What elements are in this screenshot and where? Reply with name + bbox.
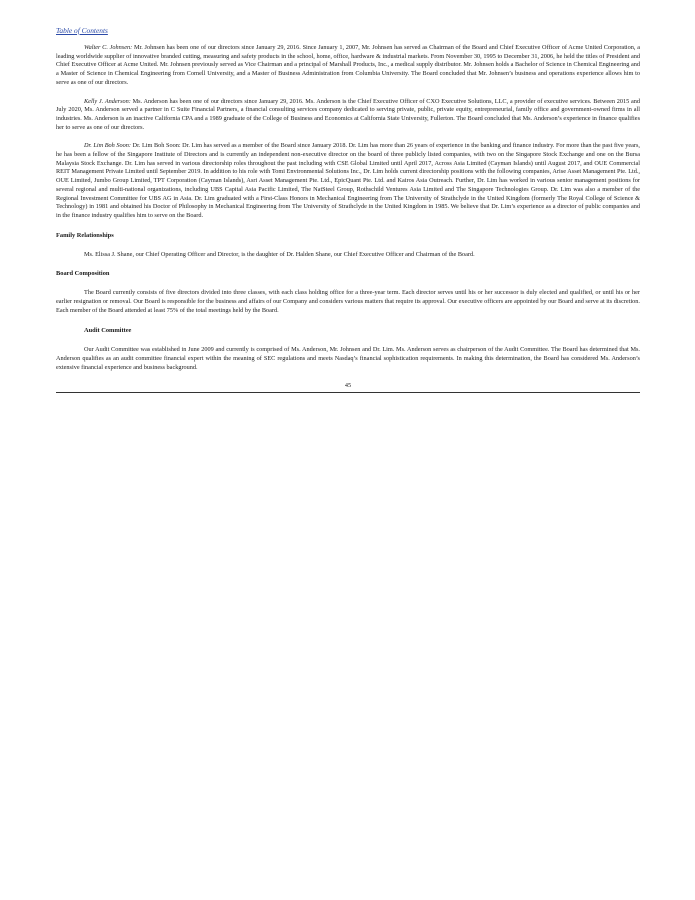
table-of-contents-link[interactable]: Table of Contents (56, 26, 108, 35)
director-bio-text: Dr. Lim Boh Soon: Dr. Lim has served as a member of the Board since January 2018. Dr. Lim has more than 26 years of experience in the banking and finance industry. For more than the past five years, he has been a fellow of the Singapore Institute of Directors and is currently an independent non-executive director on the board of three publicly listed companies, with two on the Singapore Stock Exchange and one on the Bursa Malaysia Stock Exchange. Dr. Lim has served in various directorship roles throughout the past including with CSE Global Limited until April 2017, Across Asia Limited (Cayman Islands) until August 2017, and OUE Commercial REIT Management Private Limited until September 2019. In addition to his role with Tomi Environmental Solutions Inc., Dr. Lim holds current directorship positions with the following companies, Arise Asset Management Pte. Ltd., OUE Limited, Jumbo Group Limited, TPT Corporation (Cayman Islands), Asri Asset Management Pte. Ltd., EpicQuant Pte. Ltd. and Kairos Asia Outreach. Further, Dr. Lim has worked in various senior management positions for several regional and multi-national organizations, including UBS Capital Asia Pacific Limited, The NatSteel Group, Rothschild Ventures Asia Limited and The Singapore Technologies Group. Dr. Lim was also a member of the Regional Investment Committee for UBS AG in Asia. Dr. Lim graduated with a First-Class Honors in Mechanical Engineering from The University of Strathclyde in the United Kingdom (formerly The Royal College of Science & Technology) in 1981 and obtained his Doctor of Philosophy in Mechanical Engineering from The University of Strathclyde in the United Kingdom in 1985. We believe that Dr. Lim’s experience as a director of public companies and in the finance industry qualifies him to serve on the Board. (56, 142, 640, 219)
director-bio-text: Ms. Anderson has been one of our directors since January 29, 2016. Ms. Anderson is the Chief Executive Officer of CXO Executive Solutions, LLC, a provider of executive services. Between 2015 and July 2020, Ms. Anderson served a partner in C Suite Financial Partners, a financial consulting services company dedicated to serving private, public, private equity, entrepreneurial, family office and government-owned firms in all industries. Ms. Anderson is an inactive California CPA and a 1989 graduate of the College of Business and Economics at California State University, Fullerton. The Board concluded that Ms. Anderson’s experience in finance qualifies her to serve as one of our directors. (56, 97, 641, 131)
family-relationships-text: Ms. Elissa J. Shane, our Chief Operating Officer and Director, is the daughter of Dr. Halden Shane, our Chief Executive Officer and Chairman of the Board. (84, 250, 475, 258)
document-page (56, 20, 640, 393)
audit-committee-heading: Audit Committee (84, 327, 132, 335)
board-composition-heading: Board Composition (56, 270, 110, 278)
director-bio-johnsen (56, 44, 640, 88)
director-name: Kelly J. Anderson: (84, 97, 131, 105)
board-composition-text: The Board currently consists of five directors divided into three classes, with each class holding office for a three-year term. Each director serves until his or her successor is duly elected and qualified, or until his or her earlier resignation or removal. Our Board is responsible for the business and affairs of our Company and considers various matters that require its approval. Our executive officers are appointed by our Board and serve at its discretion. Each member of the Board attended at least 75% of the total meetings held by the Board. (56, 289, 640, 314)
audit-committee-text: Our Audit Committee was established in June 2009 and currently is comprised of Ms. Anderson, Mr. Johnsen and Dr. Lim. Ms. Anderson serves as chairperson of the Audit Committee. The Board has determined that Ms. Anderson qualifies as an audit committee financial expert within the meaning of SEC regulations and meets Nasdaq’s financial sophistication requirements. In making this determination, the Board has considered Ms. Anderson’s extensive financial experience and business background. (56, 346, 640, 371)
family-relationships-heading: Family Relationships (56, 231, 114, 239)
footer-divider (56, 392, 640, 393)
director-bio-text: Mr. Johnsen has been one of our directors since January 29, 2016. Since January 1, 2007, Mr. Johnsen has served as Chairman of the Board and Chief Executive Officer of Acme United Corporation, a leading worldwide supplier of innovative branded cutting, measuring and safety products in the school, home, office, hardware & industrial markets. From November 30, 1995 to December 31, 2006, he held the titles of President and Chief Executive Officer at Acme United. Mr. Johnsen previously served as Vice Chairman and a principal of Marshall Products, Inc., a medical supply distributor. Mr. Johnsen holds a Bachelor of Science in Chemical Engineering and a Master of Science in Chemical Engineering from Cornell University, and a Master of Business Administration from Columbia University. The Board concluded that Mr. Johnsen’s business and operations experience allows him to serve as one of our directors. (56, 44, 640, 86)
page-number: 45 (344, 381, 352, 389)
director-name: Walter C. Johnsen: (84, 44, 133, 51)
director-bio-lim (56, 142, 640, 220)
director-bio-anderson (56, 98, 640, 133)
director-name: Dr. Lim Boh Soon: (84, 142, 131, 150)
